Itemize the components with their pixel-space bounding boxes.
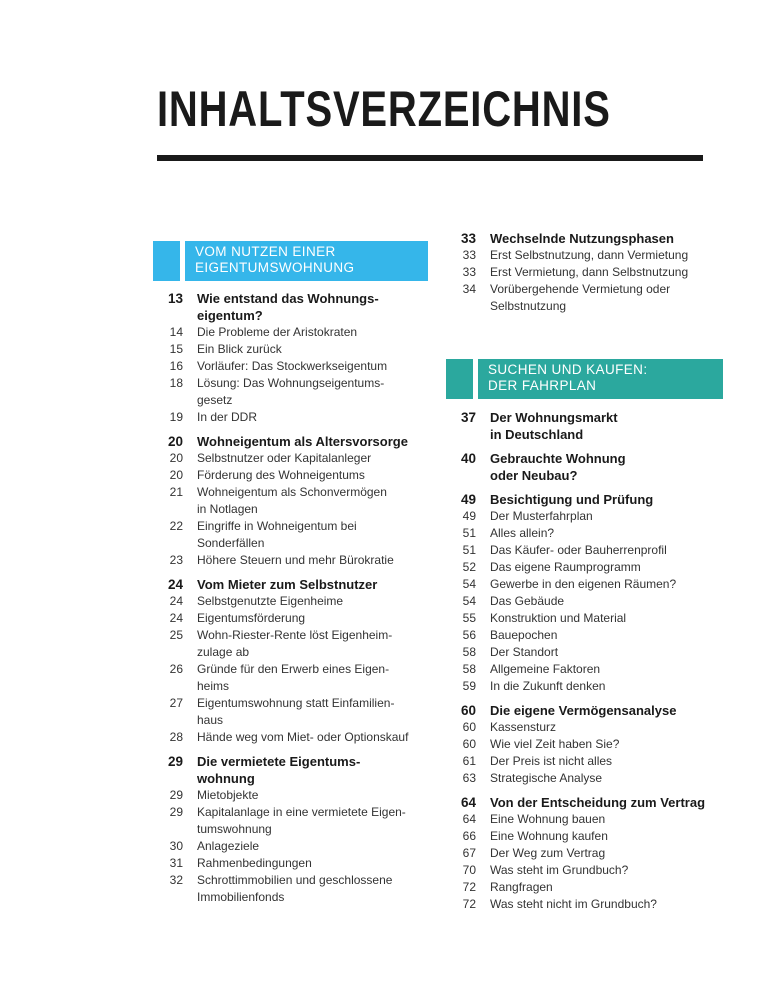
toc-entry-title: Eigentumsförderung [197,611,306,625]
toc-entry-title: Förderung des Wohneigentums [197,468,365,482]
toc-subentry [446,525,746,542]
toc-subentry [446,828,746,845]
toc-subentry [153,518,443,552]
toc-entry-title: Schrottimmobilien und geschlossene Immobilienfonds [197,873,393,904]
toc-entry-title: Der Musterfahrplan [490,509,593,523]
toc-page-number: 20 [167,434,183,449]
toc-page-number: 22 [169,519,183,533]
toc-entry-title: Eingriffe in Wohneigentum bei Sonderfällen [197,519,357,550]
toc-page-number: 32 [169,873,183,887]
section-header-box [478,359,723,399]
toc-page-number: 27 [169,696,183,710]
toc-entry-title: Das eigene Raumprogramm [490,560,641,574]
toc-page-number: 24 [167,577,183,592]
toc-right-column-top [446,230,746,315]
toc-page-number: 24 [169,611,183,625]
toc-entry-title: Wohn-Riester-Rente löst Eigenheim- zulage ab [197,628,393,659]
toc-entry-title: Der Weg zum Vertrag [490,846,606,860]
toc-page-number: 24 [169,594,183,608]
toc-page-number: 34 [462,282,476,296]
toc-subentry [446,610,746,627]
toc-chapter-entry [446,450,746,484]
toc-page-number: 51 [462,526,476,540]
toc-entry-title: Lösung: Das Wohnungseigentums- gesetz [197,376,385,407]
toc-entry-title: Wechselnde Nutzungsphasen [490,231,674,246]
toc-subentry [446,576,746,593]
toc-entry-title: Die Probleme der Aristokraten [197,325,358,339]
toc-page-number: 59 [462,679,476,693]
toc-subentry [153,804,443,838]
toc-page-number: 33 [462,265,476,279]
toc-page-number: 14 [169,325,183,339]
toc-page-number: 51 [462,543,476,557]
toc-subentry [153,341,443,358]
toc-page-number: 49 [462,509,476,523]
toc-subentry [153,787,443,804]
toc-page-number: 52 [462,560,476,574]
toc-entry-title: Gewerbe in den eigenen Räumen? [490,577,677,591]
toc-entry-title: Wie entstand das Wohnungs- eigentum? [197,291,379,323]
toc-entry-title: Wohneigentum als Schonvermögen in Notlagen [197,485,387,516]
toc-subentry [446,678,746,695]
toc-subentry [153,593,443,610]
toc-entry-title: Eine Wohnung bauen [490,812,606,826]
toc-page-number: 19 [169,410,183,424]
toc-chapter-entry [446,491,746,508]
toc-entry-title: Höhere Steuern und mehr Bürokratie [197,553,394,567]
toc-chapter-entry [153,433,443,450]
toc-page-number: 33 [460,231,476,246]
toc-subentry [153,627,443,661]
toc-page-number: 28 [169,730,183,744]
toc-chapter-entry [446,794,746,811]
toc-page-number: 60 [462,720,476,734]
toc-subentry [153,661,443,695]
toc-entry-title: Die eigene Vermögensanalyse [490,703,677,718]
toc-page-number: 37 [460,410,476,425]
section-header-line1: SUCHEN UND KAUFEN: [488,362,648,377]
toc-page-number: 23 [169,553,183,567]
toc-entry-title: Gebrauchte Wohnung oder Neubau? [490,451,626,483]
toc-entry-title: Vom Mieter zum Selbstnutzer [197,577,378,592]
toc-page-number: 29 [169,805,183,819]
toc-entry-title: Selbstnutzer oder Kapitalanleger [197,451,372,465]
toc-page-number: 33 [462,248,476,262]
toc-entry-title: Was steht im Grundbuch? [490,863,629,877]
toc-page-number: 66 [462,829,476,843]
section-header-box [185,241,428,281]
toc-page-number: 40 [460,451,476,466]
section-header-line1: VOM NUTZEN EINER [195,244,336,259]
toc-chapter-entry [153,576,443,593]
toc-chapter-entry [446,702,746,719]
toc-right-column-bottom [446,409,746,913]
toc-entry-title: Kapitalanlage in eine vermietete Eigen- tumswohnung [197,805,406,836]
toc-subentry [153,855,443,872]
toc-subentry [446,627,746,644]
toc-page-number: 25 [169,628,183,642]
toc-page-number: 63 [462,771,476,785]
toc-page-number: 13 [167,291,183,306]
toc-subentry [446,862,746,879]
toc-subentry [446,753,746,770]
toc-entry-title: Der Wohnungsmarkt in Deutschland [490,410,618,442]
toc-subentry [446,559,746,576]
toc-entry-title: Erst Selbstnutzung, dann Vermietung [490,248,689,262]
toc-subentry [446,281,746,315]
section-stripe [446,359,473,399]
toc-entry-title: Eigentumswohnung statt Einfamilien- haus [197,696,395,727]
toc-entry-title: Rangfragen [490,880,553,894]
toc-chapter-entry [446,230,746,247]
toc-subentry [153,729,443,746]
toc-entry-title: In der DDR [197,410,258,424]
toc-subentry [153,467,443,484]
toc-page-number: 26 [169,662,183,676]
toc-entry-title: Alles allein? [490,526,555,540]
toc-subentry [153,375,443,409]
toc-page-number: 54 [462,594,476,608]
toc-page-number: 20 [169,451,183,465]
toc-entry-title: Strategische Analyse [490,771,603,785]
toc-page-number: 15 [169,342,183,356]
toc-page-number: 70 [462,863,476,877]
toc-entry-title: Vorläufer: Das Stockwerkseigentum [197,359,388,373]
toc-subentry [446,508,746,525]
toc-entry-title: Gründe für den Erwerb eines Eigen- heims [197,662,390,693]
toc-entry-title: Anlageziele [197,839,260,853]
toc-page-number: 29 [167,754,183,769]
toc-page-number: 31 [169,856,183,870]
toc-page-number: 30 [169,839,183,853]
title-rule [157,155,703,161]
toc-entry-title: Wohneigentum als Altersvorsorge [197,434,408,449]
toc-subentry [153,838,443,855]
toc-subentry [153,484,443,518]
toc-page-number: 67 [462,846,476,860]
toc-entry-title: Kassensturz [490,720,557,734]
toc-entry-title: Hände weg vom Miet- oder Optionskauf [197,730,409,744]
toc-subentry [446,896,746,913]
toc-subentry [153,552,443,569]
toc-subentry [153,409,443,426]
toc-entry-title: Ein Blick zurück [197,342,282,356]
toc-page-number: 54 [462,577,476,591]
toc-chapter-entry [153,290,443,324]
toc-page-number: 60 [460,703,476,718]
section-stripe [153,241,180,281]
section-header-line2: DER FAHRPLAN [488,378,597,393]
toc-subentry [446,879,746,896]
toc-entry-title: Erst Vermietung, dann Selbstnutzung [490,265,689,279]
toc-entry-title: Selbstgenutzte Eigenheime [197,594,344,608]
toc-chapter-entry [153,753,443,787]
toc-left-column [153,290,443,906]
toc-page-number: 64 [462,812,476,826]
toc-subentry [446,264,746,281]
toc-page-number: 72 [462,897,476,911]
toc-subentry [153,872,443,906]
toc-page-number: 61 [462,754,476,768]
toc-page-number: 60 [462,737,476,751]
toc-entry-title: Der Standort [490,645,559,659]
toc-entry-title: Wie viel Zeit haben Sie? [490,737,620,751]
toc-page-number: 56 [462,628,476,642]
toc-subentry [153,450,443,467]
toc-page-number: 58 [462,662,476,676]
toc-entry-title: In die Zukunft denken [490,679,606,693]
toc-page-number: 58 [462,645,476,659]
toc-page-number: 64 [460,795,476,810]
toc-entry-title: Was steht nicht im Grundbuch? [490,897,657,911]
toc-page-number: 49 [460,492,476,507]
toc-entry-title: Vorübergehende Vermietung oder Selbstnutzung [490,282,671,313]
toc-chapter-entry [446,409,746,443]
toc-page-number: 72 [462,880,476,894]
page-title: INHALTSVERZEICHNIS [157,81,611,137]
toc-entry-title: Allgemeine Faktoren [490,662,601,676]
toc-entry-title: Konstruktion und Material [490,611,627,625]
toc-page-number: 55 [462,611,476,625]
toc-subentry [446,736,746,753]
toc-subentry [153,695,443,729]
toc-subentry [446,542,746,559]
toc-subentry [153,324,443,341]
toc-page-number: 29 [169,788,183,802]
toc-entry-title: Das Käufer- oder Bauherrenprofil [490,543,667,557]
toc-subentry [446,811,746,828]
toc-entry-title: Rahmenbedingungen [197,856,312,870]
toc-entry-title: Das Gebäude [490,594,565,608]
toc-page-number: 18 [169,376,183,390]
toc-entry-title: Mietobjekte [197,788,259,802]
toc-subentry [446,644,746,661]
toc-subentry [153,610,443,627]
toc-subentry [446,845,746,862]
toc-subentry [446,770,746,787]
toc-subentry [446,247,746,264]
section-header-suchen-und-kaufen [446,359,723,399]
toc-page-number: 21 [169,485,183,499]
toc-subentry [446,719,746,736]
toc-entry-title: Der Preis ist nicht alles [490,754,613,768]
toc-entry-title: Bauepochen [490,628,558,642]
toc-entry-title: Von der Entscheidung zum Vertrag [490,795,706,810]
toc-entry-title: Die vermietete Eigentums- wohnung [197,754,361,786]
toc-entry-title: Eine Wohnung kaufen [490,829,608,843]
section-header-line2: EIGENTUMSWOHNUNG [195,260,355,275]
toc-page-number: 20 [169,468,183,482]
toc-subentry [446,593,746,610]
section-header-vom-nutzen [153,241,428,281]
toc-subentry [446,661,746,678]
toc-subentry [153,358,443,375]
toc-entry-title: Besichtigung und Prüfung [490,492,654,507]
toc-page-number: 16 [169,359,183,373]
